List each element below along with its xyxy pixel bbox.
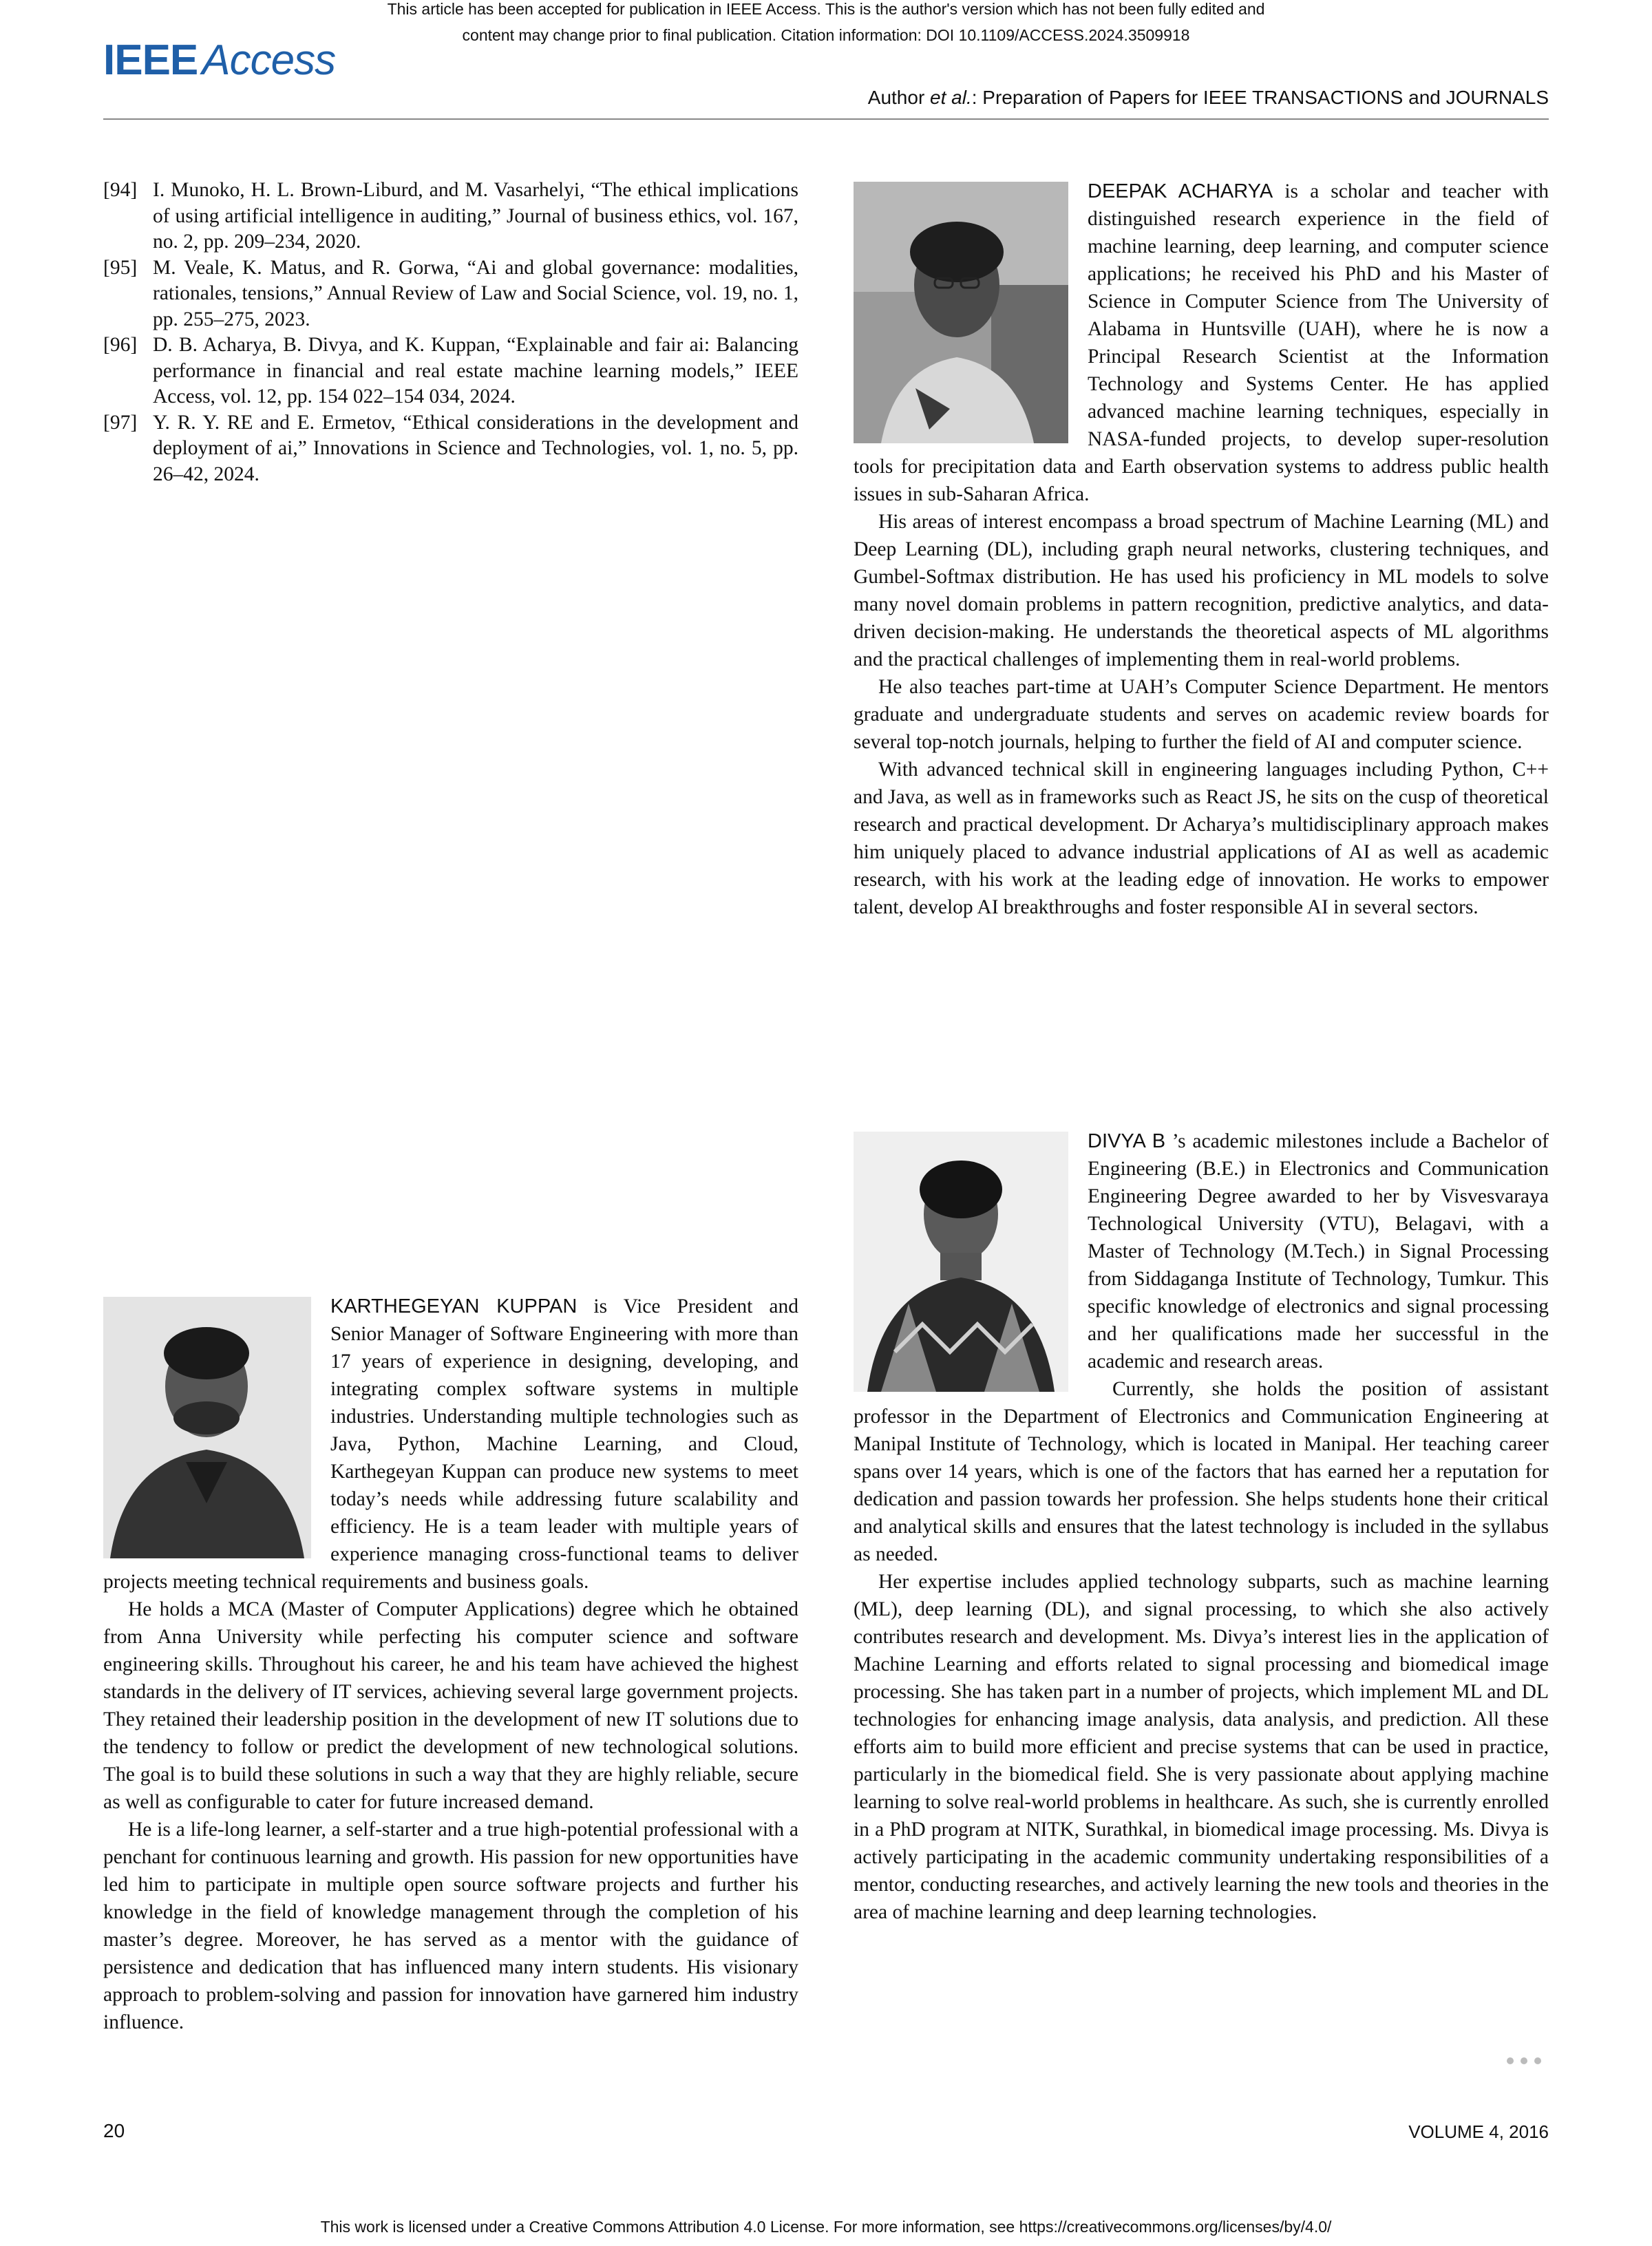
page-number: 20 (103, 2120, 125, 2141)
bio-paragraph: Currently, she holds the position of assistant professor in the Department of Electronics and Communication Engineering at Manipal Institute of Technology, which is located in Manipal. Her teaching career spans over 14 years, which is one of the factors that has earned her a reputation for dedication and passion towards her profession. She helps students hone their critical and analytical skills and ensures that the latest technology is included in the syllabus as needed. (854, 1378, 1549, 1565)
reference-text: D. B. Acharya, B. Divya, and K. Kuppan, “Explainable and fair ai: Balancing performance in financial and real estate machine learning models,” IEEE Access, vol. 12, pp. 154 022–154 034, 2024. (153, 334, 798, 407)
reference-text: Y. R. Y. RE and E. Ermetov, “Ethical considerations in the development and deployment of ai,” Innovations in Science and Technologies, vol. 1, no. 5, pp. 26–42, 2024. (153, 411, 798, 485)
reference-text: I. Munoko, H. L. Brown-Liburd, and M. Vasarhelyi, “The ethical implications of using artificial intelligence in auditing,” Journal of business ethics, vol. 167, no. 2, pp. 209–234, 2020. (153, 179, 798, 253)
bio-name-acharya: DEEPAK ACHARYA (1088, 180, 1273, 202)
more-options-icon[interactable] (1506, 2057, 1542, 2065)
logo-access-text: Access (202, 36, 336, 84)
bio-name-divya: DIVYA B (1088, 1130, 1166, 1152)
volume-label: VOLUME 4, 2016 (1408, 2121, 1549, 2142)
bio-paragraph: With advanced technical skill in engineering languages including Python, C++ and Java, as well as in frameworks such as React JS, he sits on the cusp of theoretical research and practical development. Dr Acharya’s multidisciplinary approach makes him uniquely placed to advance industrial applications of AI as well as academic research, with his work at the leading edge of innovation. He works to empower talent, develop AI breakthroughs and foster responsible AI in several sectors. (854, 759, 1549, 918)
running-header-suffix: : Preparation of Papers for IEEE TRANSACTIONS and JOURNALS (971, 87, 1549, 108)
reference-item (103, 178, 798, 255)
bio-paragraph: He holds a MCA (Master of Computer Applications) degree which he obtained from Anna University while perfecting his computer science and software engineering skills. Throughout his career, he and his team have achieved the highest standards in the delivery of IT services, achieving several large government projects. They retained their leadership position in the development of new IT solutions due to the tendency to follow or predict the development of new technological solutions. The goal is to build these solutions in such a way that they are highly reliable, secure as well as configurable to cater for future increased demand. (103, 1598, 798, 1813)
bio-paragraph: Her expertise includes applied technology subparts, such as machine learning (ML), deep learning (DL), and signal processing, to which she also actively contributes research and development. Ms. Divya’s interest lies in the application of Machine Learning and efforts related to signal processing and biomedical image processing. She has taken part in a number of projects, which implement ML and DL technologies for enhancing image analysis, data analysis, and prediction. All these efforts aim to build more efficient and precise systems that can be used in practice, particularly in the biomedical field. She is very passionate about applying machine learning to solve real-world problems in healthcare. As such, she is currently enrolled in a PhD program at NITK, Surathkal, in biomedical image processing. Ms. Divya is actively participating in the academic community undertaking responsibilities of a mentor, conducting researches, and actively learning the new tools and theories in the area of machine learning and deep learning technologies. (854, 1571, 1549, 1923)
reference-number: [95] (103, 256, 138, 279)
publication-notice-line2: content may change prior to final publication. Citation information: DOI 10.1109/ACCESS.2024.3509918 (462, 26, 1190, 44)
logo-ieee-text: IEEE (103, 36, 198, 84)
bio-paragraph: He also teaches part-time at UAH’s Computer Science Department. He mentors graduate and undergraduate students and serves on academic review boards for several top-notch journals, helping to further the field of AI and computer science. (854, 676, 1549, 753)
header-rule (103, 118, 1549, 120)
kuppan-photo (103, 1297, 311, 1558)
reference-text: M. Veale, K. Matus, and R. Gorwa, “Ai and global governance: modalities, rationales, tensions,” Annual Review of Law and Social Science, vol. 19, no. 1, pp. 255–275, 2023. (153, 256, 798, 330)
divya-photo (854, 1132, 1068, 1392)
bio-paragraph: He is a life-long learner, a self-starter and a true high-potential professional with a penchant for continuous learning and growth. His passion for new opportunities have led him to participate in multiple open source software projects and further his knowledge in the field of knowledge management through the completion of his master’s degree. Moreover, he has served as a mentor with the guidance of persistence and dedication that has influenced many intern students. His visionary approach to problem-solving and passion for innovation have garnered him industry influence. (103, 1819, 798, 2033)
reference-number: [97] (103, 411, 138, 434)
bio-kuppan (103, 1293, 798, 2036)
bio-name-kuppan: KARTHEGEYAN KUPPAN (330, 1295, 578, 1317)
reference-item (103, 255, 798, 333)
bio-paragraph: His areas of interest encompass a broad spectrum of Machine Learning (ML) and Deep Learning (DL), including graph neural networks, clustering techniques, and Gumbel-Softmax distribution. He has used his proficiency in ML models to solve many novel domain problems in pattern recognition, predictive analytics, and data-driven decision-making. He understands the theoretical aspects of ML algorithms and the practical challenges of implementing them in real-world problems. (854, 511, 1549, 670)
reference-item (103, 410, 798, 488)
acharya-photo (854, 182, 1068, 443)
bio-acharya (854, 178, 1549, 921)
reference-list (103, 178, 798, 487)
running-header-prefix: Author (867, 87, 931, 108)
bio-text: is a scholar and teacher with distinguished research experience in the field of machine learning, deep learning, and computer science applications; he received his PhD and his Master of Science in Computer Science from The University of Alabama in Huntsville (UAH), where he is now a Principal Research Scientist at the Information Technology and Systems Center. He has applied advanced machine learning techniques, especially in NASA-funded projects, to develop super-resolution tools for precipitation data and Earth observation systems to address public health issues in sub-Saharan Africa. (854, 180, 1549, 505)
reference-number: [96] (103, 334, 138, 356)
reference-item (103, 332, 798, 410)
running-header-etal: et al. (930, 87, 972, 108)
license-notice: This work is licensed under a Creative Commons Attribution 4.0 License. For more information, see https://creativecommons.org/licenses/by/4.0/ (320, 2218, 1332, 2236)
running-header (868, 87, 1549, 109)
bio-text: is Vice President and Senior Manager of Software Engineering with more than 17 years of experience in designing, developing, and integrating complex software systems in multiple industries. Understanding multiple technologies such as Java, Python, Machine Learning, and Cloud, Karthegeyan Kuppan can produce new systems to meet today’s needs while addressing future scalability and efficiency. He is a team leader with multiple years of experience managing cross-functional teams to deliver projects meeting technical requirements and business goals. (103, 1295, 798, 1593)
ieee-access-logo (103, 36, 335, 85)
reference-number: [94] (103, 179, 138, 201)
bio-text: ’s academic milestones include a Bachelor of Engineering (B.E.) in Electronics and Communication Engineering Degree awarded to her by Visvesvaraya Technological University (VTU), Belagavi, with a Master of Technology (M.Tech.) in Signal Processing from Siddaganga Institute of Technology, Tumkur. This specific knowledge of electronics and signal processing and her qualifications made her successful in the academic and research areas. (1088, 1130, 1549, 1373)
bio-divya (854, 1127, 1549, 1926)
publication-notice-line1: This article has been accepted for publication in IEEE Access. This is the author's version which has not been fully edited and (387, 0, 1265, 18)
